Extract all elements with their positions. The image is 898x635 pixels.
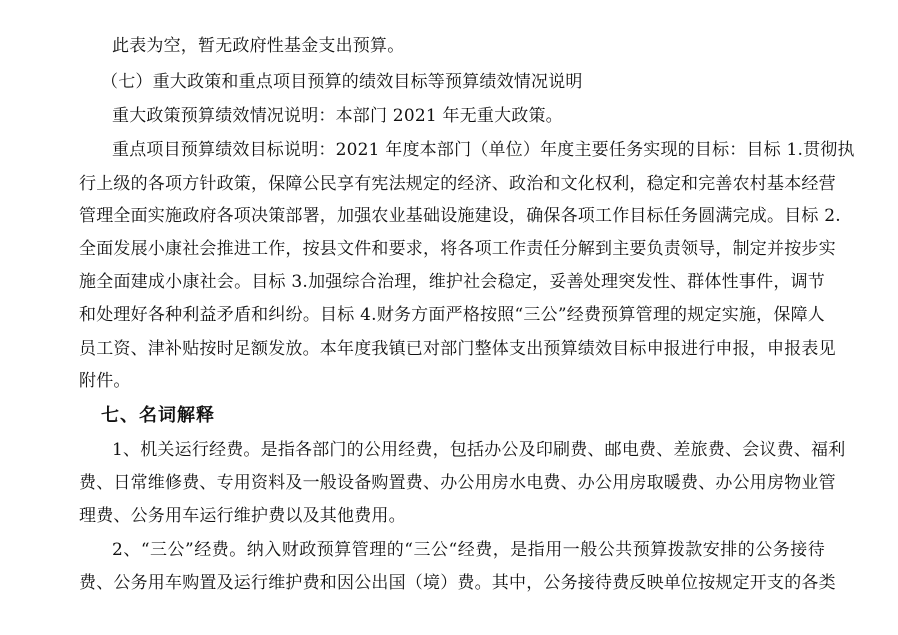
subsection-heading-7: （七）重大政策和重点项目预算的绩效目标等预算绩效情况说明 xyxy=(101,72,583,92)
major-policy-statement: 重大政策预算绩效情况说明：本部门 2021 年无重大政策。 xyxy=(112,106,563,126)
key-project-line-1: 重点项目预算绩效目标说明：2021 年度本部门（单位）年度主要任务实现的目标：目标 1.贯彻执 xyxy=(112,140,855,160)
glossary-item-1-line-2: 费、日常维修费、专用资料及一般设备购置费、办公用房水电费、办公用房取暖费、办公用房物业管 xyxy=(79,473,836,493)
key-project-line-4: 全面发展小康社会推进工作，按县文件和要求，将各项工作责任分解到主要负责领导，制定并按步实 xyxy=(79,239,836,259)
key-project-line-3: 管理全面实施政府各项决策部署，加强农业基础设施建设，确保各项工作目标任务圆满完成。目标 2. xyxy=(79,206,841,226)
section-heading-glossary: 七、名词解释 xyxy=(101,405,215,426)
key-project-line-2: 行上级的各项方针政策，保障公民享有宪法规定的经济、政治和文化权利，稳定和完善农村基本经营 xyxy=(79,174,836,194)
glossary-item-1-line-3: 理费、公务用车运行维护费以及其他费用。 xyxy=(79,506,406,526)
key-project-line-7: 员工资、津补贴按时足额发放。本年度我镇已对部门整体支出预算绩效目标申报进行申报，申报表见 xyxy=(79,339,836,359)
empty-table-note: 此表为空，暂无政府性基金支出预算。 xyxy=(112,36,405,56)
key-project-line-8: 附件。 xyxy=(79,371,131,391)
glossary-item-2-line-2: 费、公务用车购置及运行维护费和因公出国（境）费。其中，公务接待费反映单位按规定开支的各类 xyxy=(79,573,836,593)
glossary-item-2-line-1: 2、“三公”经费。纳入财政预算管理的“三公“经费，是指用一般公共预算拨款安排的公务接待 xyxy=(112,540,825,560)
glossary-item-1-line-1: 1、机关运行经费。是指各部门的公用经费，包括办公及印刷费、邮电费、差旅费、会议费、福利 xyxy=(112,440,846,460)
key-project-line-5: 施全面建成小康社会。目标 3.加强综合治理，维护社会稳定，妥善处理突发性、群体性事件，调节 xyxy=(79,272,825,292)
key-project-line-6: 和处理好各种利益矛盾和纠纷。目标 4.财务方面严格按照“三公”经费预算管理的规定实施，保障人 xyxy=(79,305,825,325)
